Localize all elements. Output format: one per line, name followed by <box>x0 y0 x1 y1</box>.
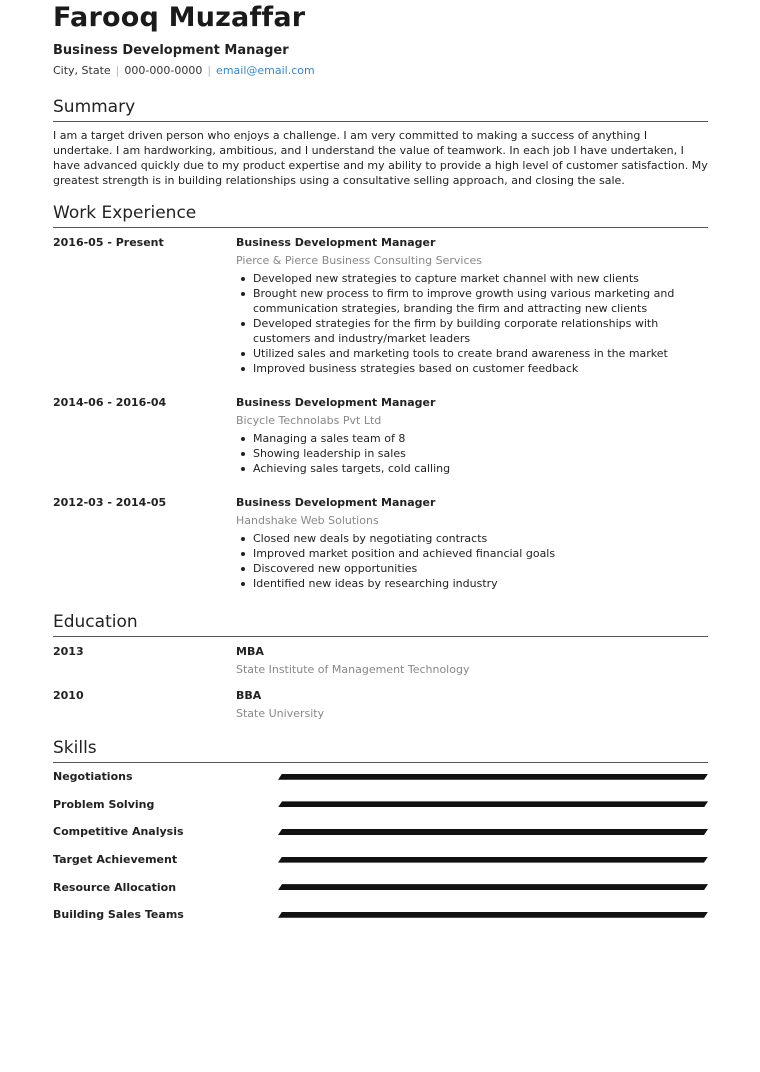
skill-level-fill <box>278 884 708 890</box>
skill-name: Resource Allocation <box>53 880 177 894</box>
skill-level-fill <box>278 912 708 918</box>
list-item: Managing a sales team of 8 <box>236 431 708 446</box>
work-entry-body <box>236 396 708 476</box>
work-entry-bullets <box>236 431 708 476</box>
list-item: Improved market position and achieved financial goals <box>236 546 708 561</box>
work-entry-date: 2012-03 - 2014-05 <box>53 496 167 509</box>
work-entry-role: Business Development Manager <box>236 396 436 409</box>
work-entry-bullets <box>236 271 708 376</box>
contact-separator: | <box>115 64 120 77</box>
education-entry <box>53 645 708 677</box>
education-entry <box>53 689 708 721</box>
list-item: Showing leadership in sales <box>236 446 708 461</box>
list-item: Discovered new opportunities <box>236 561 708 576</box>
list-item: Identified new ideas by researching industry <box>236 576 708 591</box>
education-heading: Education <box>53 611 708 637</box>
summary-heading: Summary <box>53 96 708 122</box>
skill-name: Problem Solving <box>53 797 155 811</box>
work-entry-role: Business Development Manager <box>236 496 436 509</box>
work-entry-org: Pierce & Pierce Business Consulting Services <box>236 254 483 267</box>
list-item: Developed strategies for the firm by building corporate relationships with customers and industry/market leaders <box>236 316 708 346</box>
education-school: State University <box>236 707 325 720</box>
skill-row <box>53 846 708 874</box>
list-item: Closed new deals by negotiating contracts <box>236 531 708 546</box>
skill-level-fill <box>278 857 708 863</box>
skills-list <box>53 763 708 929</box>
work-entry-date: 2014-06 - 2016-04 <box>53 396 167 409</box>
education-school: State Institute of Management Technology <box>236 663 470 676</box>
skill-level-fill <box>278 774 708 780</box>
education-body <box>236 645 469 677</box>
contact-phone: 000-000-0000 <box>124 64 203 77</box>
resume-page <box>53 0 708 929</box>
work-entry-body <box>236 236 708 376</box>
contact-email-link[interactable]: email@email.com <box>216 64 315 77</box>
skill-row <box>53 791 708 819</box>
skill-level-fill <box>278 801 708 807</box>
list-item: Utilized sales and marketing tools to create brand awareness in the market <box>236 346 708 361</box>
skill-level-bar <box>278 829 708 835</box>
skill-level-bar <box>278 857 708 863</box>
education-date: 2013 <box>53 645 84 658</box>
list-item: Achieving sales targets, cold calling <box>236 461 708 476</box>
work-entry-role: Business Development Manager <box>236 236 436 249</box>
work-entry-body <box>236 496 708 591</box>
work-experience-heading: Work Experience <box>53 202 708 228</box>
work-entry <box>53 396 708 476</box>
skill-name: Negotiations <box>53 770 133 784</box>
skills-heading: Skills <box>53 737 708 763</box>
work-entry-org: Bicycle Technolabs Pvt Ltd <box>236 414 382 427</box>
work-entry <box>53 496 708 591</box>
skill-level-bar <box>278 884 708 890</box>
education-degree: MBA <box>236 645 264 658</box>
work-entry-org: Handshake Web Solutions <box>236 514 379 527</box>
candidate-title: Business Development Manager <box>53 43 289 58</box>
education-body <box>236 689 324 721</box>
skill-row <box>53 763 708 791</box>
summary-text: I am a target driven person who enjoys a challenge. I am very committed to making a success of anything I undertake. I am hardworking, ambitious, and I understand the value of teamwork. In each job I have undertaken, I have advanced quickly due to my product expertise and my ability to provide a high level of customer satisfaction. My greatest strength is in building relationships using a consultative selling approach, and closing the sale. <box>53 129 708 187</box>
skill-level-bar <box>278 774 708 780</box>
list-item: Developed new strategies to capture market channel with new clients <box>236 271 708 286</box>
work-entry <box>53 236 708 376</box>
skill-row <box>53 818 708 846</box>
contact-separator: | <box>207 64 212 77</box>
skill-level-fill <box>278 829 708 835</box>
list-item: Brought new process to firm to improve growth using various marketing and communication strategies, branding the firm and attracting new clients <box>236 286 708 316</box>
work-entry-bullets <box>236 531 708 591</box>
contact-line <box>53 64 708 78</box>
skill-row <box>53 901 708 929</box>
skill-level-bar <box>278 912 708 918</box>
skill-name: Target Achievement <box>53 853 178 867</box>
list-item: Improved business strategies based on customer feedback <box>236 361 708 376</box>
skill-level-bar <box>278 801 708 807</box>
work-entry-date: 2016-05 - Present <box>53 236 164 249</box>
skill-name: Building Sales Teams <box>53 908 184 922</box>
contact-city: City, State <box>53 64 111 77</box>
education-degree: BBA <box>236 689 262 702</box>
candidate-name: Farooq Muzaffar <box>53 2 306 33</box>
education-date: 2010 <box>53 689 84 702</box>
skill-row <box>53 873 708 901</box>
skill-name: Competitive Analysis <box>53 825 184 839</box>
